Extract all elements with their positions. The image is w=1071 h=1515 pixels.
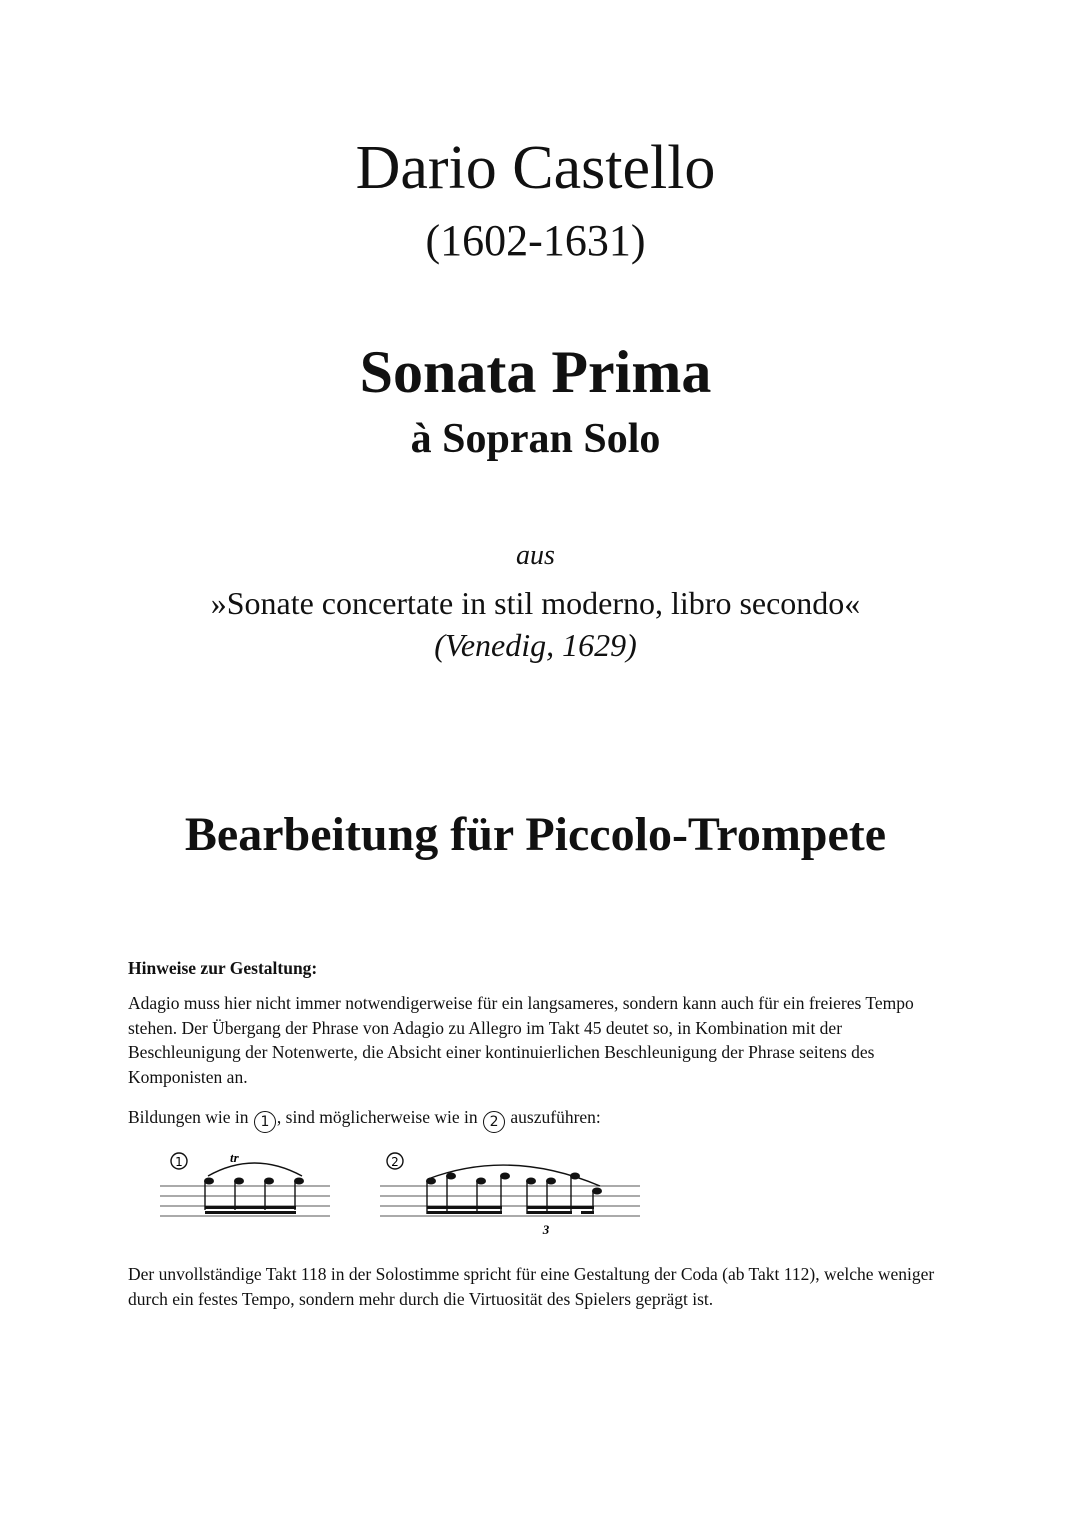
example-marker-1: 1 [254, 1111, 276, 1133]
tuplet-number: 3 [542, 1222, 550, 1237]
notes-paragraph: Der unvollständige Takt 118 in der Solostimme spricht für eine Gestaltung der Coda (ab Takt 112), welche weniger durch ein festes Tempo, sondern mehr durch die Virtuosität des Spielers geprägt ist. [128, 1264, 935, 1309]
composer-lifespan: (1602-1631) [425, 216, 646, 265]
example-2-marker: 2 [391, 1155, 399, 1169]
notes-paragraph: Adagio muss hier nicht immer notwendigerweise für ein langsameres, sondern kann auch für ein freieres Tempo stehen. Der Übergang der Phrase von Adagio zu Allegro im Takt 45 deutet so, in Kombination mit der Beschleunigung der Notenwerte, die Absicht einer kontinuierlichen Beschleunigung der Phrase seitens des Komponisten an. [128, 993, 914, 1087]
example-2 [380, 1153, 640, 1237]
notes-group-2 [426, 1173, 602, 1215]
example-1 [160, 1150, 330, 1216]
music-example [150, 1144, 660, 1244]
notes-text: , sind möglicherweise wie in [276, 1107, 483, 1127]
notes-text: Bildungen wie in [128, 1107, 253, 1127]
work-title: Sonata Prima [359, 339, 712, 405]
slur [208, 1163, 302, 1176]
work-subtitle: à Sopran Solo [410, 416, 661, 462]
example-marker-2: 2 [483, 1111, 505, 1133]
source-prefix: aus [516, 540, 555, 571]
notes-text: auszuführen: [506, 1107, 601, 1127]
composer-name: Dario Castello [355, 134, 716, 202]
collection-title: »Sonate concertate in stil moderno, libro secondo« [210, 585, 861, 621]
example-1-marker: 1 [175, 1155, 183, 1169]
notes-heading: Hinweise zur Gestaltung: [128, 958, 318, 978]
trill-mark: tr [230, 1150, 239, 1165]
notes-paragraph-examples [128, 1105, 948, 1133]
publication-info: (Venedig, 1629) [434, 627, 637, 663]
arrangement-title: Bearbeitung für Piccolo-Trompete [184, 808, 887, 861]
